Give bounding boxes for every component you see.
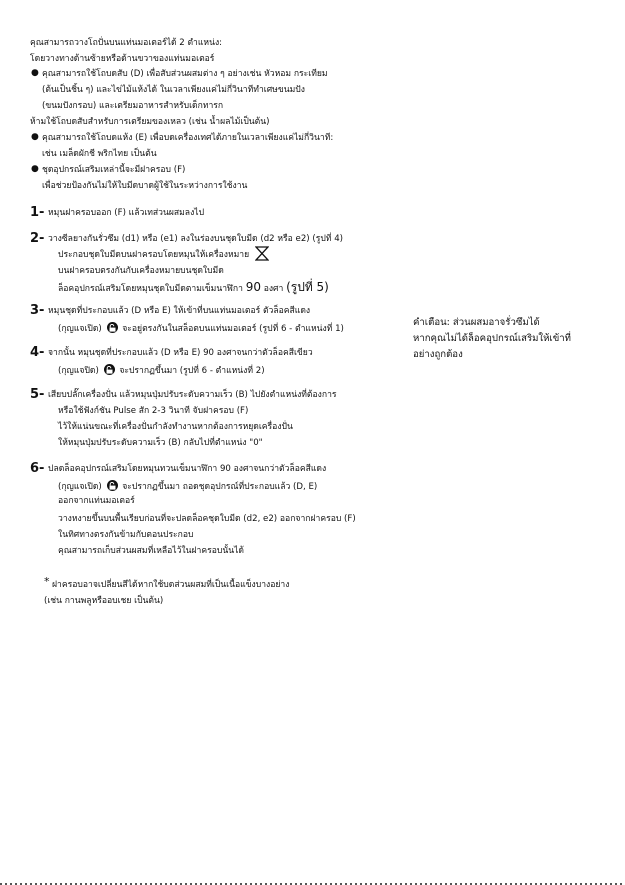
lock-open-icon: [107, 322, 118, 333]
figure-ref: (รูปที่ 5): [286, 280, 329, 294]
step-text-part: ล็อคอุปกรณ์เสริมโดยหมุนชุดใบมีดตามเข็มนาฬิกา: [58, 284, 243, 294]
note-text: (เช่น กานพลูหรืออบเชย เป็นต้น): [44, 596, 164, 606]
bullet-dot: ●: [31, 132, 39, 142]
step-text: บนฝาครอบตรงกันกับเครื่องหมายบนชุดใบมีด: [58, 266, 224, 276]
bullet-text: (ขนมปังกรอบ) และเตรียมอาหารสำหรับเด็กทารก: [42, 101, 224, 111]
step-text: หมุนชุดที่ประกอบแล้ว (D หรือ E) ให้เข้าที่บนแท่นมอเตอร์ ตัวล็อคสีแดง: [48, 306, 311, 316]
alignment-mark-icon: [255, 246, 269, 261]
step-number: 6-: [30, 461, 45, 476]
bullet-text: (ต้นเป็นชิ้น ๆ) และไข่ไม้แห้งได้ ในเวลาเพียงแค่ไม่กี่วินาทีทำเศษขนมปัง: [42, 85, 305, 95]
step-number: 4-: [30, 345, 45, 360]
step-text: ประกอบชุดใบมีดบนฝาครอบโดยหมุนให้เครื่องหมาย: [58, 250, 250, 260]
step-text: ปลดล็อคอุปกรณ์เสริมโดยหมุนทวนเข็มนาฬิกา 90 องศาจนกว่าตัวล็อคสีแดง: [48, 464, 327, 474]
bullet-text: เพื่อช่วยป้องกันไม่ให้ใบมีดบาดผู้ใช้ในระหว่างการใช้งาน: [42, 181, 248, 191]
bullet-text: ชุดอุปกรณ์เสริมเหล่านี้จะมีฝาครอบ (F): [42, 165, 186, 175]
side-warning: คำเตือน: ส่วนผสมอาจรั่วซึมได้: [413, 317, 540, 328]
step-text-part: องศา: [263, 284, 284, 294]
step-text-part: จะปรากฏขึ้นมา ถอดชุดอุปกรณ์ที่ประกอบแล้ว (D, E): [122, 482, 318, 492]
bullet-text: เช่น เมล็ดผักชี พริกไทย เป็นต้น: [42, 149, 157, 159]
step-text: ให้หมุนปุ่มปรับระดับความเร็ว (B) กลับไปที่ตำแหน่ง "0": [58, 438, 263, 448]
step-text: คุณสามารถเก็บส่วนผสมที่เหลือไว้ในฝาครอบนั้นได้: [58, 546, 244, 556]
bullet-text: คุณสามารถใช้โถบดสับ (D) เพื่อสับส่วนผสมต่าง ๆ อย่างเช่น หัวหอม กระเทียม: [42, 69, 328, 79]
step-number: 3-: [30, 303, 45, 318]
step-number: 5-: [30, 387, 45, 402]
step-text-part: จะปรากฏขึ้นมา (รูปที่ 6 - ตำแหน่งที่ 2): [119, 366, 265, 376]
warning-line: ห้ามใช้โถบดสับสำหรับการเตรียมของเหลว (เช่น น้ำผลไม้เป็นต้น): [30, 117, 270, 127]
step-text: จากนั้น หมุนชุดที่ประกอบแล้ว (D หรือ E) 90 องศาจนกว่าตัวล็อคสีเขียว: [48, 348, 313, 358]
note-text: ฝาครอบอาจเปลี่ยนสีได้หากใช้บดส่วนผสมที่เป็นเนื้อแข็งบางอย่าง: [52, 580, 290, 590]
step-text: เสียบปลั๊กเครื่องปั่น แล้วหมุนปุ่มปรับระดับความเร็ว (B) ไปยังตำแหน่งที่ต้องการ: [48, 390, 337, 400]
step-number: 2-: [30, 231, 45, 246]
angle-value: 90: [245, 280, 261, 294]
step-text-part: (กุญแจปิด): [58, 366, 99, 376]
step-text: วางหงายขึ้นบนพื้นเรียบก่อนที่จะปลดล็อคชุดใบมีด (d2, e2) ออกจากฝาครอบ (F): [58, 514, 356, 524]
note-mark: *: [44, 575, 50, 588]
bullet-text: คุณสามารถใช้โถบดแห้ง (E) เพื่อบดเครื่องเทศได้ภายในเวลาเพียงแค่ไม่กี่วินาที:: [42, 133, 334, 143]
side-warning: หากคุณไม่ได้ล็อคอุปกรณ์เสริมให้เข้าที่: [413, 333, 571, 344]
step-text-part: จะอยู่ตรงกันในสล็อตบนแท่นมอเตอร์ (รูปที่ 6 - ตำแหน่งที่ 1): [122, 324, 344, 334]
step-text: [58, 282, 329, 295]
lock-open-icon: [107, 480, 118, 491]
step-text: หรือใช้ฟังก์ชัน Pulse สัก 2-3 วินาที จับฝาครอบ (F): [58, 406, 249, 416]
step-text: ในทิศทางตรงกันข้ามกับตอนประกอบ: [58, 530, 194, 540]
bullet-dot: ●: [31, 164, 39, 174]
step-text: ไว้ให้แน่นขณะที่เครื่องปั่นกำลังทำงานหากต้องการหยุดเครื่องปั่น: [58, 422, 293, 432]
step-number: 1-: [30, 205, 45, 220]
step-text: [58, 364, 265, 377]
step-text: [58, 322, 344, 335]
step-text: หมุนฝาครอบออก (F) แล้วเทส่วนผสมลงไป: [48, 208, 205, 218]
lock-open-icon: [104, 364, 115, 375]
intro-line: โดยวางทางด้านซ้ายหรือด้านขวาของแท่นมอเตอร์: [30, 54, 215, 64]
step-text-part: (กุญแจเปิด): [58, 324, 102, 334]
intro-line: คุณสามารถวางโถปั่นบนแท่นมอเตอร์ได้ 2 ตำแหน่ง:: [30, 38, 223, 48]
step-text: [58, 480, 317, 493]
side-warning: อย่างถูกต้อง: [413, 349, 463, 360]
step-text: วางซีลยางกันรั่วซึม (d1) หรือ (e1) ลงในร่องบนชุดใบมีด (d2 หรือ e2) (รูปที่ 4): [48, 234, 344, 244]
bullet-dot: ●: [31, 68, 39, 78]
step-text-part: (กุญแจเปิด): [58, 482, 102, 492]
step-text: ออกจากแท่นมอเตอร์: [58, 496, 135, 506]
